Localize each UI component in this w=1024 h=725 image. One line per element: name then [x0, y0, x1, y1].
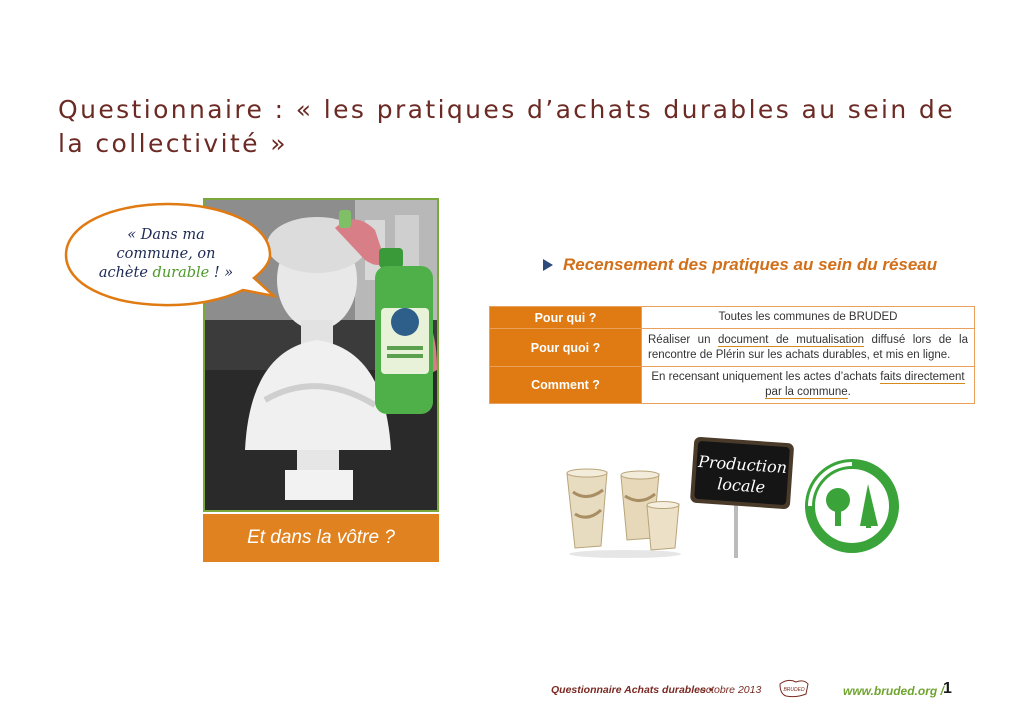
bubble-line3-pre: achète [98, 265, 153, 281]
section-heading-text: Recensement des pratiques au sein du réseau [563, 255, 938, 274]
table-row [490, 329, 975, 367]
row-value [642, 329, 975, 367]
bubble-line2: commune, on [116, 246, 216, 262]
bubble-line3 [86, 264, 246, 283]
eco-label-icon [804, 458, 900, 554]
sign-line1: Production [697, 451, 788, 478]
page-footer [551, 680, 961, 702]
section-heading [543, 255, 937, 275]
row-value-emphasis: faits directement par la commune [765, 371, 965, 398]
row-value-post: diffusé lors de la rencontre de Plérin sur les achats durables, et mis en ligne. [648, 333, 968, 361]
row-label: Comment ? [490, 367, 642, 404]
paper-cups-image [563, 462, 687, 558]
website-link[interactable]: www.bruded.org / [843, 684, 944, 698]
bubble-line3-post: ! » [209, 265, 234, 281]
bubble-quote [86, 226, 246, 283]
row-label: Pour quoi ? [490, 329, 642, 367]
footer-date: octobre 2013 [700, 684, 762, 696]
photo-caption: Et dans la vôtre ? [203, 514, 439, 562]
table-row [490, 307, 975, 329]
row-label: Pour qui ? [490, 307, 642, 329]
info-table [489, 306, 975, 404]
page-title: Questionnaire : « les pratiques d’achats durables au sein de la collectivité » [58, 95, 955, 158]
bruded-logo [776, 676, 812, 702]
sign-line2: locale [716, 474, 766, 497]
bubble-line1: « Dans ma [127, 227, 205, 243]
table-row [490, 367, 975, 404]
page-number: 1 [943, 680, 952, 697]
local-production-sign [688, 434, 796, 558]
durable-word: durable [152, 265, 210, 281]
footer-title: Questionnaire Achats durables • [551, 684, 713, 696]
row-value-pre: En recensant uniquement les actes d’achats [651, 371, 881, 383]
arrow-bullet-icon [543, 259, 553, 271]
row-value-post: . [847, 386, 851, 398]
row-value: Toutes les communes de BRUDED [642, 307, 975, 329]
logo-text: BRUDED [783, 687, 805, 693]
row-value-pre: Réaliser un [648, 333, 718, 346]
row-value [642, 367, 975, 404]
row-value-emphasis: document de mutualisation [717, 333, 865, 346]
